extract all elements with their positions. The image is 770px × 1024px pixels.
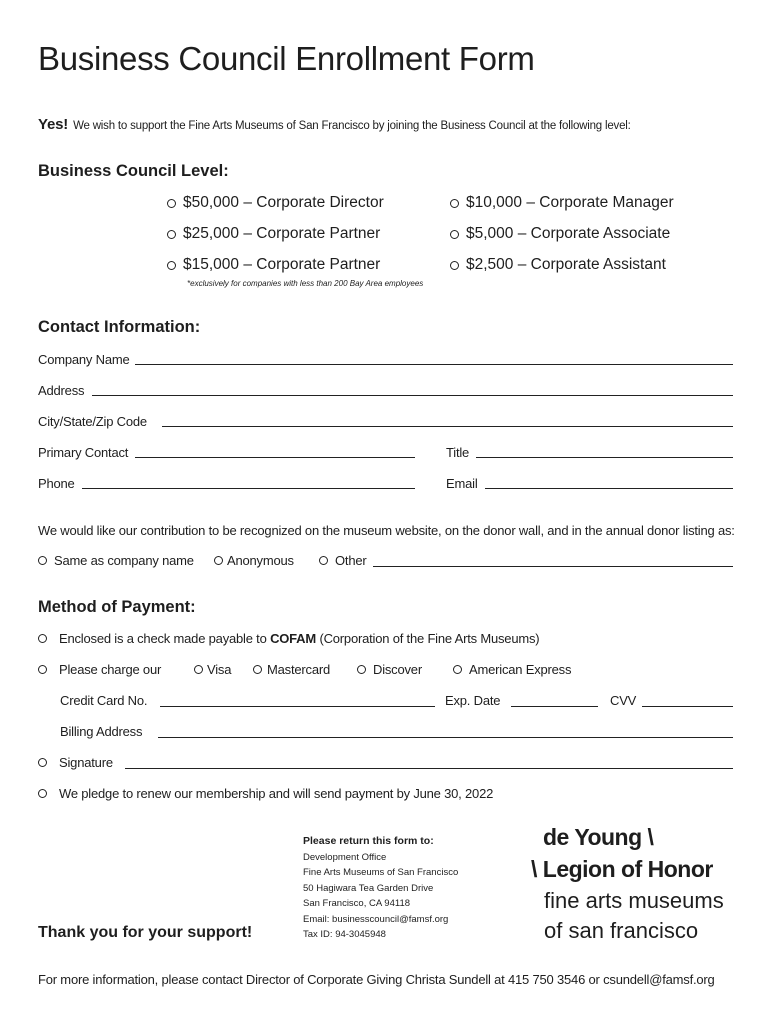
city-state-zip-label: City/State/Zip Code — [38, 414, 147, 429]
radio-icon — [38, 758, 47, 767]
level-option-5000[interactable] — [450, 225, 670, 243]
other-name-field[interactable] — [373, 566, 733, 567]
option-label: Same as company name — [54, 553, 194, 568]
radio-icon — [450, 199, 459, 208]
level-label: $2,500 – Corporate Assistant — [466, 256, 666, 273]
payment-heading: Method of Payment: — [38, 598, 196, 616]
address-label: Address — [38, 383, 85, 398]
company-name-field[interactable] — [135, 364, 733, 365]
signature-option[interactable] — [38, 755, 113, 770]
radio-icon — [453, 665, 462, 674]
return-address-block — [303, 834, 458, 943]
page-title: Business Council Enrollment Form — [38, 40, 535, 77]
card-label: Visa — [207, 662, 232, 677]
radio-icon — [450, 230, 459, 239]
check-text: Enclosed is a check made payable to — [59, 631, 267, 646]
radio-icon — [167, 199, 176, 208]
email-field[interactable] — [485, 488, 733, 489]
email-label: Email — [446, 476, 478, 491]
level-option-15000[interactable] — [167, 256, 380, 274]
card-number-field[interactable] — [160, 706, 435, 707]
card-number-label: Credit Card No. — [60, 693, 148, 708]
return-line: Email: businesscouncil@famsf.org — [303, 913, 449, 925]
charge-label: Please charge our — [59, 662, 162, 677]
phone-label: Phone — [38, 476, 75, 491]
intro-text — [38, 116, 631, 133]
level-label: $10,000 – Corporate Manager — [466, 194, 674, 211]
primary-contact-field[interactable] — [135, 457, 415, 458]
pledge-label: We pledge to renew our membership and will send payment by June 30, 2022 — [59, 786, 494, 801]
contact-heading: Contact Information: — [38, 318, 201, 336]
return-line: San Francisco, CA 94118 — [303, 898, 411, 909]
signature-field[interactable] — [125, 768, 733, 769]
check-payee: COFAM — [270, 631, 317, 646]
yes-label: Yes! — [38, 116, 69, 133]
card-label: Mastercard — [267, 662, 331, 677]
primary-contact-label: Primary Contact — [38, 445, 129, 460]
title-label: Title — [446, 445, 470, 460]
radio-icon — [167, 230, 176, 239]
card-option-discover[interactable] — [357, 662, 422, 677]
payment-check-option[interactable] — [38, 631, 539, 646]
card-option-amex[interactable] — [453, 662, 571, 677]
signature-label: Signature — [59, 755, 113, 770]
radio-icon — [450, 261, 459, 270]
thank-you-text: Thank you for your support! — [38, 924, 253, 941]
radio-icon — [38, 789, 47, 798]
option-label: Other — [335, 553, 367, 568]
return-line: Fine Arts Museums of San Francisco — [303, 867, 459, 878]
recognition-option-other[interactable] — [319, 553, 367, 568]
intro-sentence: We wish to support the Fine Arts Museums of San Francisco by joining the Business Council at the following level: — [73, 120, 631, 132]
footer-contact: For more information, please contact Director of Corporate Giving Christa Sundell at 415 750 3546 or csundell@famsf.org — [38, 972, 715, 987]
exp-date-field[interactable] — [511, 706, 598, 707]
title-field[interactable] — [476, 457, 733, 458]
cvv-field[interactable] — [642, 706, 733, 707]
billing-address-label: Billing Address — [60, 724, 143, 739]
pledge-option[interactable] — [38, 786, 493, 801]
return-line: 50 Hagiwara Tea Garden Drive — [303, 882, 434, 894]
phone-field[interactable] — [82, 488, 415, 489]
radio-icon — [194, 665, 203, 674]
city-state-zip-field[interactable] — [162, 426, 733, 427]
logo-de-young: de Young \ — [543, 824, 654, 850]
level-option-2500[interactable] — [450, 256, 666, 274]
level-label: $5,000 – Corporate Associate — [466, 225, 671, 242]
radio-icon — [319, 556, 328, 565]
exp-date-label: Exp. Date — [445, 693, 501, 708]
level-label: $25,000 – Corporate Partner — [183, 225, 381, 242]
logo-fine-arts-museums: fine arts museums — [544, 888, 724, 913]
level-label: $15,000 – Corporate Partner — [183, 256, 381, 273]
radio-icon — [167, 261, 176, 270]
radio-icon — [253, 665, 262, 674]
level-option-25000[interactable] — [167, 225, 380, 243]
radio-icon — [38, 556, 47, 565]
radio-icon — [357, 665, 366, 674]
recognition-option-anonymous[interactable] — [214, 553, 294, 568]
logo-of-san-francisco: of san francisco — [544, 918, 699, 943]
level-label: $50,000 – Corporate Director — [183, 194, 384, 211]
card-label: Discover — [373, 662, 422, 677]
check-payee-full: (Corporation of the Fine Arts Museums) — [319, 631, 540, 646]
level-option-10000[interactable] — [450, 194, 674, 212]
radio-icon — [38, 665, 47, 674]
card-option-visa[interactable] — [194, 662, 231, 677]
card-option-mastercard[interactable] — [253, 662, 330, 677]
recognition-option-company[interactable] — [38, 553, 194, 568]
level-footnote: *exclusively for companies with less than 200 Bay Area employees — [187, 279, 424, 288]
company-name-label: Company Name — [38, 352, 130, 367]
return-line: Tax ID: 94-3045948 — [303, 929, 386, 940]
address-field[interactable] — [92, 395, 733, 396]
payment-charge-option[interactable] — [38, 662, 161, 677]
card-label: American Express — [469, 662, 572, 677]
logo-legion-of-honor: \ Legion of Honor — [531, 856, 713, 882]
radio-icon — [214, 556, 223, 565]
return-line: Development Office — [303, 851, 387, 863]
level-option-50000[interactable] — [167, 194, 384, 212]
radio-icon — [38, 634, 47, 643]
cvv-label: CVV — [610, 693, 637, 708]
billing-address-field[interactable] — [158, 737, 733, 738]
level-heading: Business Council Level: — [38, 162, 229, 180]
option-label: Anonymous — [227, 553, 294, 568]
return-heading: Please return this form to: — [303, 835, 434, 847]
recognition-text: We would like our contribution to be recognized on the museum website, on the donor wall, and in the annual donor listing as: — [38, 523, 735, 538]
